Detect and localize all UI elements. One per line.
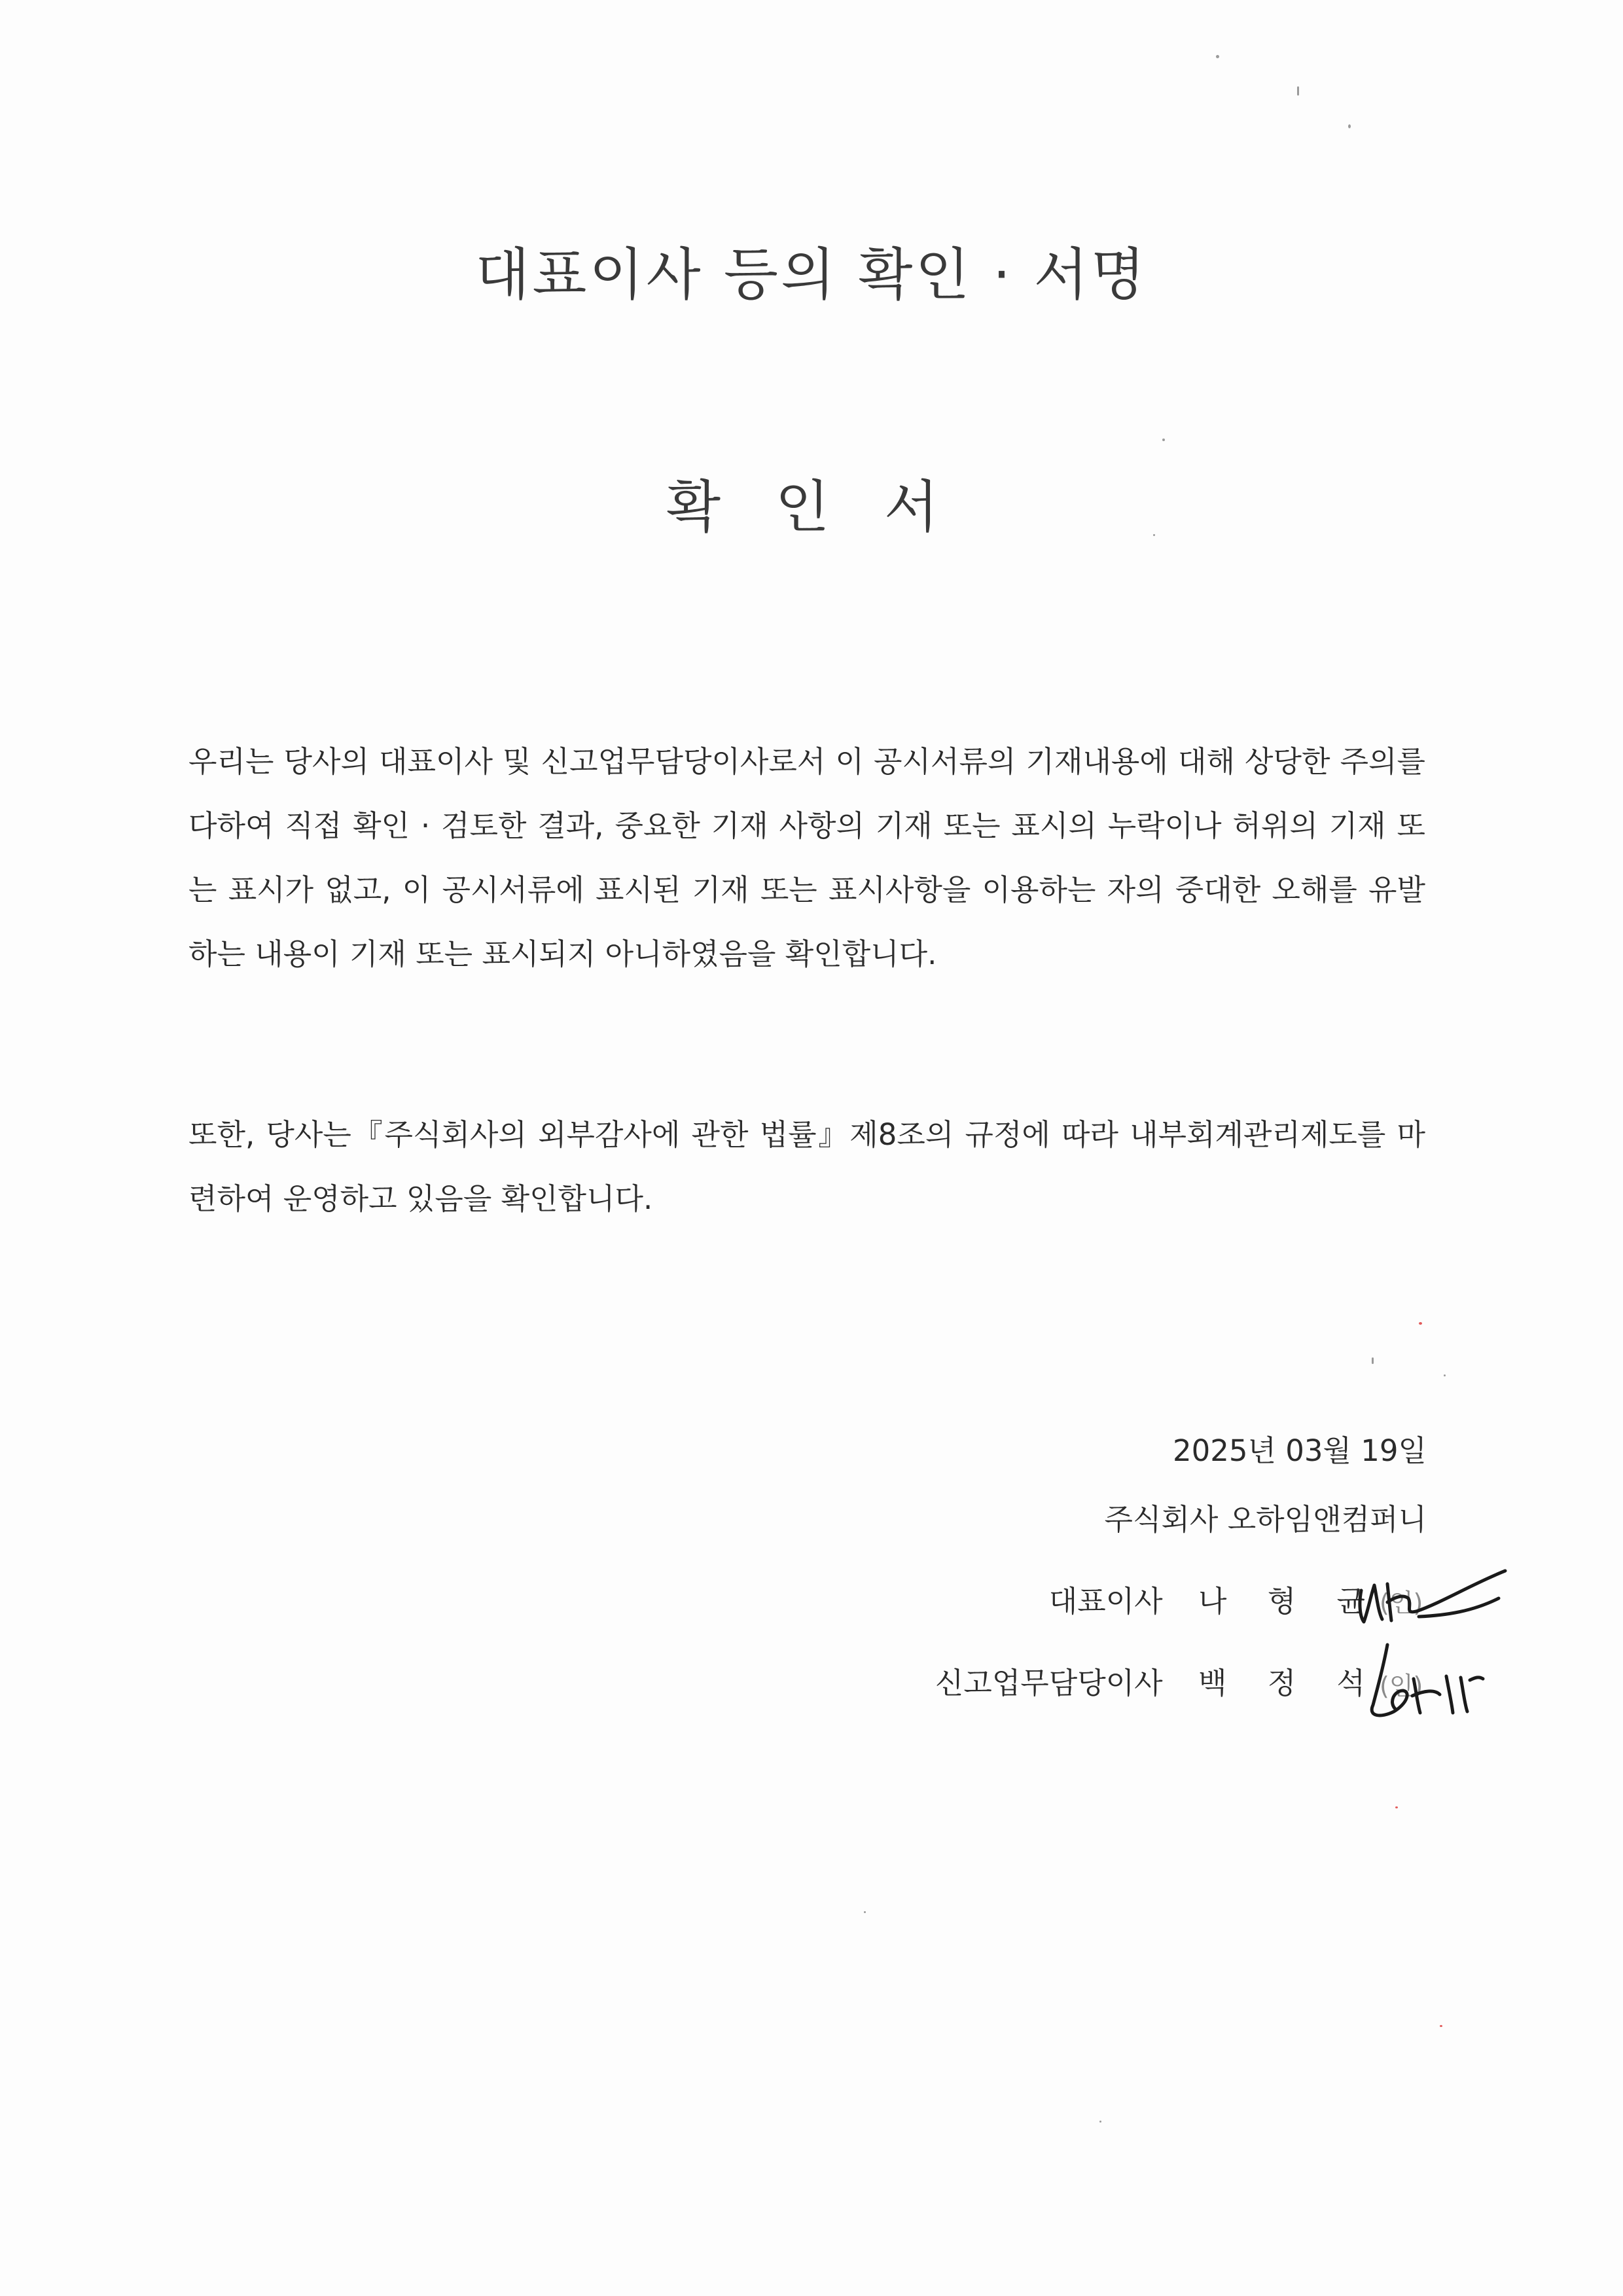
scan-speck: [1348, 124, 1351, 128]
ceo-signatory-line: [1049, 1577, 1381, 1620]
internal-control-paragraph: 또한, 당사는『주식회사의 외부감사에 관한 법률』제8조의 규정에 따라 내부회계관리제도를 마련하여 운영하고 있음을 확인합니다.: [188, 1117, 1425, 1216]
scan-speck: [1099, 2121, 1101, 2123]
reporting-director-name: 백 정 석: [1198, 1666, 1381, 1700]
scan-speck: [1153, 534, 1155, 536]
ceo-role: 대표이사: [1048, 1584, 1163, 1619]
scan-speck: [864, 1911, 866, 1913]
reporting-director-signature: [1348, 1640, 1505, 1725]
document-date: 2025년 03월 19일: [1172, 1433, 1427, 1468]
scan-speck: [1395, 1806, 1398, 1808]
reporting-director-role: 신고업무담당이사: [935, 1666, 1163, 1700]
reporting-director-seal-mark: (인): [1380, 1672, 1423, 1700]
ceo-name: 나 형 균: [1198, 1584, 1381, 1619]
ceo-seal-mark: (인): [1380, 1588, 1423, 1617]
scan-speck: [1444, 1374, 1446, 1376]
confirmation-paragraph: 우리는 당사의 대표이사 및 신고업무담당이사로서 이 공시서류의 기재내용에 대해 상당한 주의를 다하여 직접 확인 · 검토한 결과, 중요한 기재 사항의 기재 또는 표시의 누락이나 허위의 기재 또는 표시가 없고, 이 공시서류에 표시된 기재 또는 표시사항을 이용하는 자의 중대한 오해를 유발하는 내용이 기재 또는 표시되지 아니하였음을 확인합니다.: [188, 744, 1425, 971]
reporting-director-signatory-line: [935, 1659, 1381, 1702]
scan-speck: [1440, 2025, 1442, 2027]
scan-speck: [1216, 55, 1219, 58]
ceo-signature: [1348, 1551, 1518, 1636]
scan-speck: [1419, 1322, 1422, 1325]
company-name: 주식회사 오하임앤컴퍼니: [1104, 1502, 1427, 1537]
scan-speck: [1162, 439, 1165, 441]
scan-speck: [1372, 1357, 1374, 1364]
scan-speck: [1297, 86, 1299, 96]
document-title: 대표이사 등의 확인 · 서명: [475, 242, 1148, 308]
document-subtitle: 확 인 서: [666, 475, 957, 540]
